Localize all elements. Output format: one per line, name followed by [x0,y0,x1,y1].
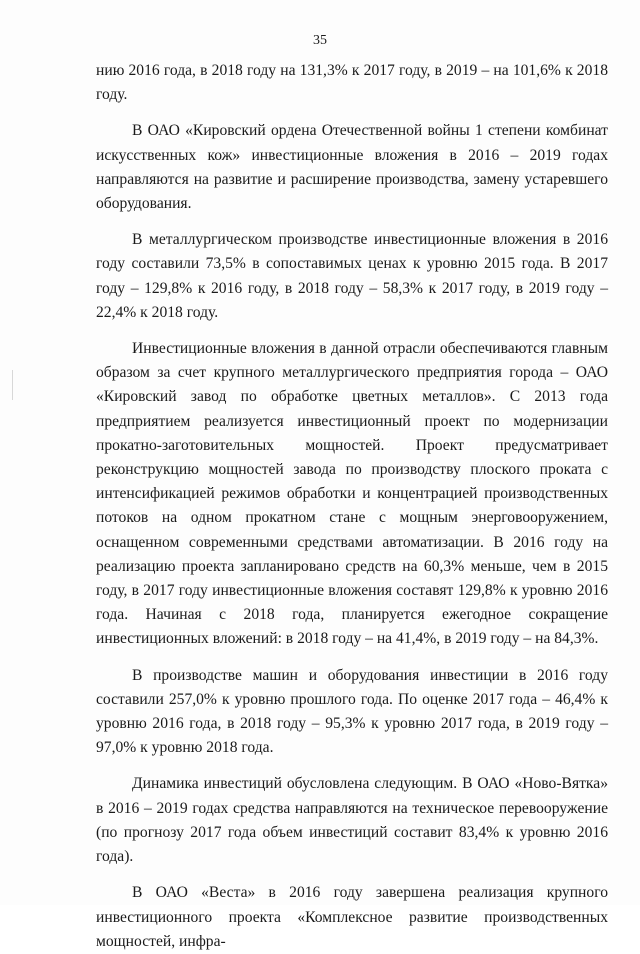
paragraph-nonferrous-plant: Инвестиционные вложения в данной отрасли обеспечиваются главным образом за счет крупного металлургического предприятия города – ОАО «Кировский завод по обработке цветных металлов». С 2013 года предприятием реализуется инвестиционный проект по модернизации прокатно-заготовительных мощностей. Проект предусматривает реконструкцию мощностей завода по производству плоского проката с интенсификацией режимов обработки и концентрацией производственных потоков на одном прокатном стане с мощным энерговооружением, оснащенном современными средствами автоматизации. В 2016 году на реализацию проекта запланировано средств на 60,3% меньше, чем в 2015 году, в 2017 году инвестиционные вложения составят 129,8% к уровню 2016 года. Начиная с 2018 года, планируется ежегодное сокращение инвестиционных вложений: в 2018 году – на 41,4%, в 2019 году – на 84,3%. [96,340,608,648]
page-number: 35 [313,33,327,48]
body-text [96,59,608,954]
paragraph-metallurgy: В металлургическом производстве инвестиционные вложения в 2016 году составили 73,5% в сопоставимых ценах к уровню 2015 года. В 2017 году – 129,8% к 2016 году, в 2018 году – 58,3% к 2017 году, в 2019 году – 22,4% к 2018 году. [96,231,608,321]
paragraph-novo-vyatka: Динамика инвестиций обусловлена следующим. В ОАО «Ново-Вятка» в 2016 – 2019 годах средства направляются на техническое перевооружение (по прогнозу 2017 года объем инвестиций составит 83,4% к уровню 2016 года). [96,775,608,866]
paragraph-machinery: В производстве машин и оборудования инвестиции в 2016 году составили 257,0% к уровню прошлого года. По оценке 2017 года – 46,4% к уровню 2016 года, в 2018 году – 95,3% к уровню 2017 года, в 2019 году – 97,0% к уровню 2018 года. [96,666,608,757]
paragraph-vesta: В ОАО «Веста» в 2016 году завершена реализация крупного инвестиционного проекта «Комплексное развитие производственных мощностей, инфра- [96,884,608,950]
paragraph-kirov-leather-plant: В ОАО «Кировский ордена Отечественной войны 1 степени комбинат искусственных кож» инвестиционные вложения в 2016 – 2019 годах направляются на развитие и расширение производства, замену устаревшего оборудования. [96,122,608,213]
scan-edge-mark [12,370,13,400]
paragraph-continuation: нию 2016 года, в 2018 году на 131,3% к 2017 году, в 2019 – на 101,6% к 2018 году. [96,62,608,104]
